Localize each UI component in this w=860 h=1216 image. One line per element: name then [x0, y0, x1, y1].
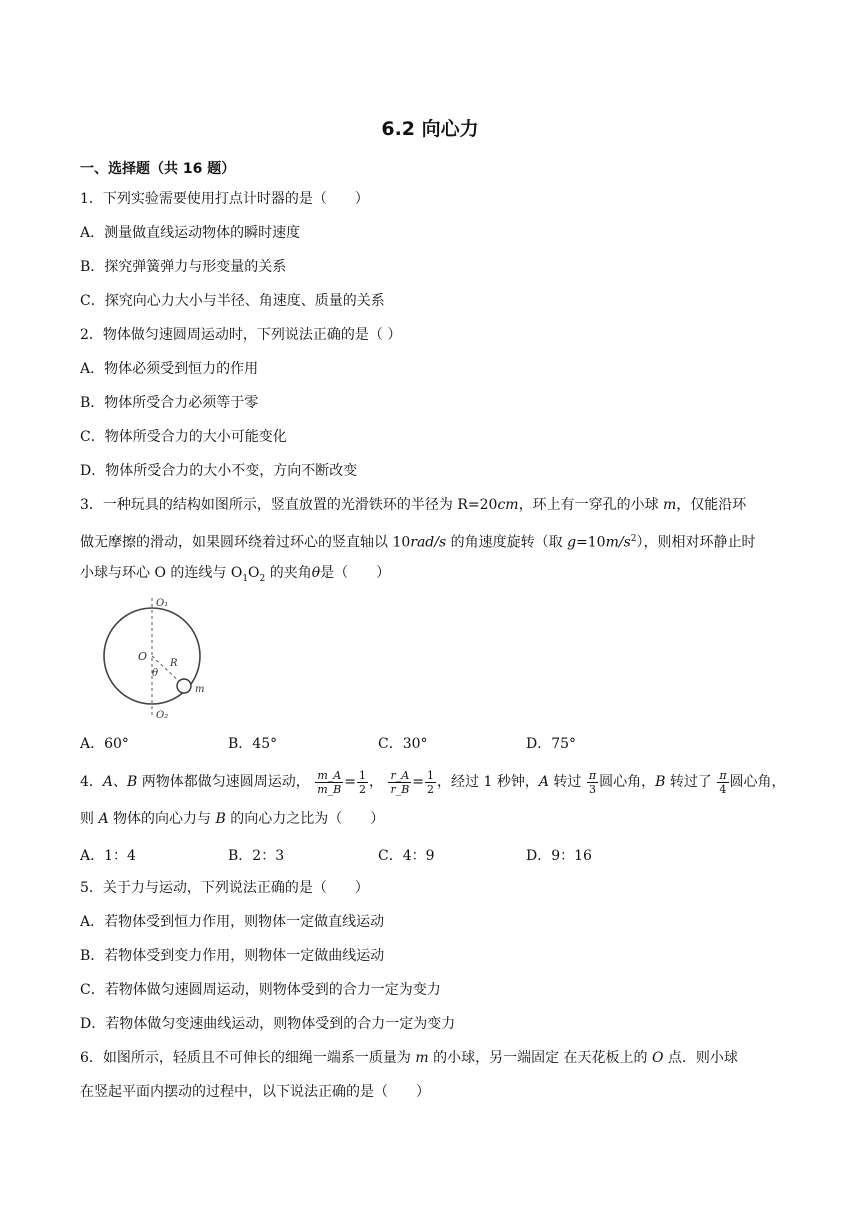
q1-option-c: C．探究向心力大小与半径、角速度、质量的关系: [80, 293, 385, 309]
label-o: O: [138, 650, 148, 663]
page-title: 6.2 向心力: [381, 118, 479, 140]
q1-option-b: B．探究弹簧弹力与形变量的关系: [80, 259, 287, 275]
q3-stem-line2: 做无摩擦的滑动，如果圆环绕着过环心的竖直轴以 10rad/s 的角速度旋转（取 $g=10m/s^2$），则相对环静止时: [80, 534, 756, 551]
q6-stem-line1: 6．如图所示，轻质且不可伸长的细绳一端系一质量为 m 的小球，另一端固定 在天花板上的 O 点．则小球: [80, 1050, 738, 1066]
q2-option-a: A．物体必须受到恒力的作用: [80, 361, 259, 377]
q5-option-a: A．若物体受到恒力作用，则物体一定做直线运动: [80, 914, 385, 930]
q4-option-a: A．1：4: [80, 848, 136, 864]
q2-stem: 2．物体做匀速圆周运动时，下列说法正确的是（ ）: [80, 327, 402, 343]
q3-stem-line3: 小球与环心 O 的连线与 $O_1O_2$ 的夹角θ是（ ）: [80, 565, 391, 584]
fraction-pi-over-3: $\frac{\pi}{3}$: [588, 768, 597, 796]
q4-option-d: D．9：16: [526, 848, 592, 864]
q2-option-c: C．物体所受合力的大小可能变化: [80, 429, 287, 445]
q3-option-c: C．30°: [378, 736, 428, 752]
label-r: R: [170, 658, 178, 669]
q4-stem-line2: 则 A 物体的向心力与 B 的向心力之比为（ ）: [80, 811, 385, 827]
label-theta: θ: [152, 668, 159, 679]
label-m: m: [195, 684, 205, 695]
label-o1: O₁: [156, 598, 169, 609]
fraction-pi-over-4: $\frac{\pi}{4}$: [719, 768, 727, 796]
q5-stem: 5．关于力与运动，下列说法正确的是（ ）: [80, 880, 369, 896]
ball: [177, 679, 191, 693]
q2-option-b: B．物体所受合力必须等于零: [80, 395, 259, 411]
fraction-one-half: $\frac{1}{2}$: [359, 768, 366, 796]
fraction-mass-ratio: $\frac{m\_A}{m\_B}$: [317, 768, 342, 796]
q1-stem: 1．下列实验需要使用打点计时器的是（ ）: [80, 191, 369, 207]
q5-option-d: D．若物体做匀变速曲线运动，则物体受到的合力一定为变力: [80, 1016, 456, 1032]
q3-stem-line1: 3．一种玩具的结构如图所示，竖直放置的光滑铁环的半径为 R=20cm，环上有一穿孔的小球 m，仅能沿环: [80, 497, 747, 513]
q4-option-c: C．4：9: [378, 848, 435, 864]
q3-option-a: A．60°: [80, 736, 129, 752]
q5-option-b: B．若物体受到变力作用，则物体一定做曲线运动: [80, 948, 385, 964]
label-o2: O₂: [156, 710, 169, 721]
q2-option-d: D．物体所受合力的大小不变，方向不断改变: [80, 463, 358, 479]
fraction-one-half-2: $\frac{1}{2}$: [427, 768, 435, 796]
q6-stem-line2: 在竖起平面内摆动的过程中，以下说法正确的是（ ）: [80, 1084, 430, 1100]
ring-diagram: [100, 594, 210, 722]
q1-option-a: A．测量做直线运动物体的瞬时速度: [80, 225, 301, 241]
q4-option-b: B．2：3: [228, 848, 285, 864]
q3-option-d: D．75°: [526, 736, 577, 752]
section-heading: 一、选择题（共 16 题）: [80, 161, 236, 177]
q4-stem-line1: 4．A、B 两物体都做匀速圆周运动， $\frac{m\_A}{m\_B}$ = $\frac{1}{2}$ ， $\frac{r\_A}{r\_B}$ = $\frac{1}{2}$ ，经过 1 秒钟，A 转过 $\frac{\pi}{3}$ 圆心角，B 转过了 $\frac{\pi}{4}$ 圆心角，: [80, 768, 786, 796]
fraction-radius-ratio: $\frac{r\_A}{r\_B}$: [390, 768, 410, 796]
q5-option-c: C．若物体做匀速圆周运动，则物体受到的合力一定为变力: [80, 982, 441, 998]
q3-option-b: B．45°: [228, 736, 278, 752]
